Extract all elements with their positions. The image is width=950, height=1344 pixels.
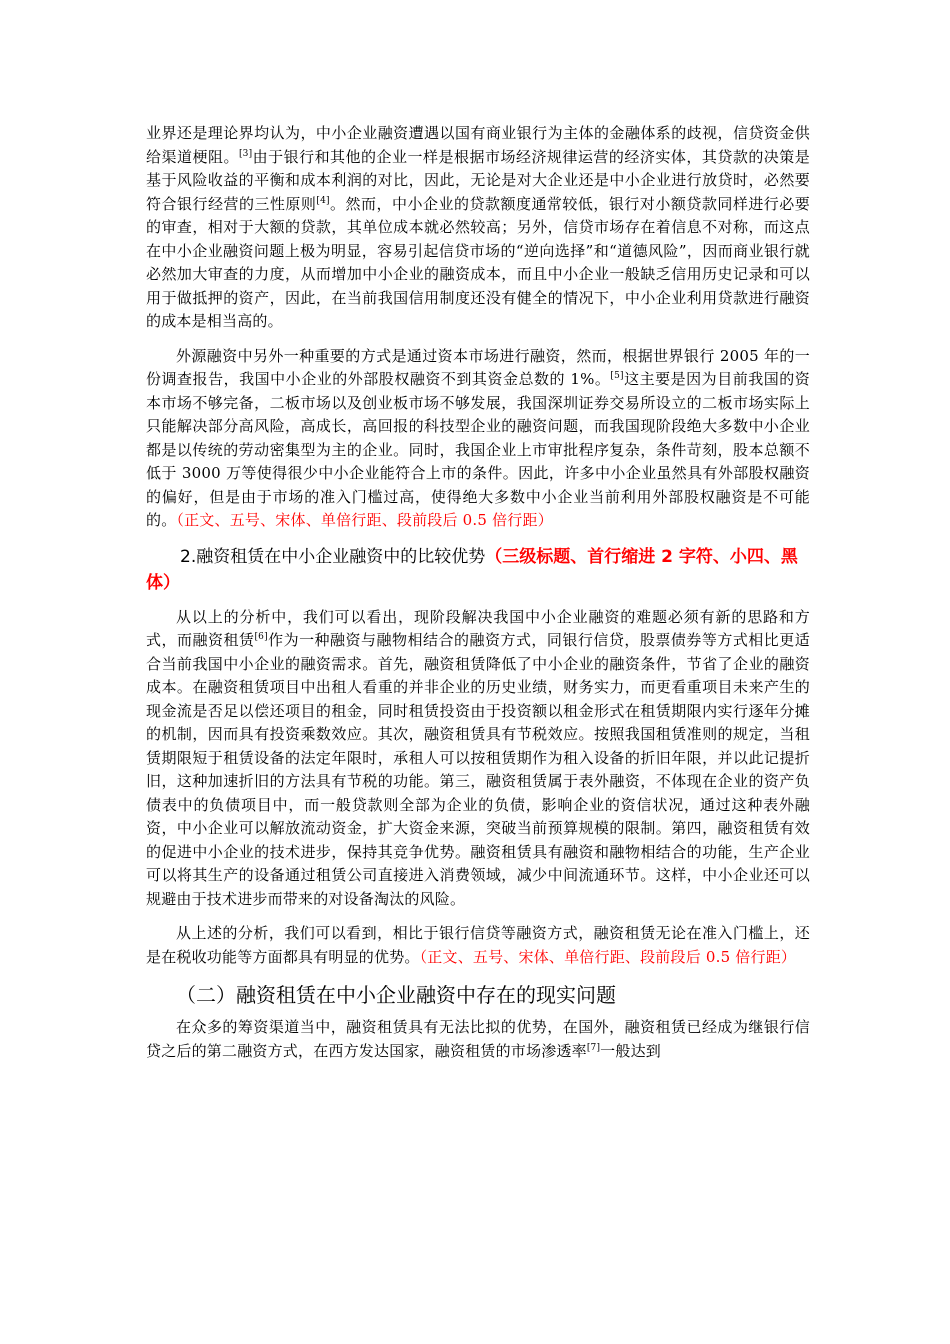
heading-text: （二）融资租赁在中小企业融资中存在的现实问题 — [176, 983, 616, 1007]
body-paragraph-1 — [146, 122, 810, 334]
body-paragraph-2 — [146, 345, 810, 533]
citation-ref: [4] — [316, 195, 330, 206]
text-run: 。然而，中小企业的贷款额度通常较低，银行对小额贷款同样进行必要的审查，相对于大额的贷款，其单位成本就必然较高；另外，信贷市场存在着信息不对称，而这点在中小企业融资问题上极为明显，容易引起信贷市场的“逆向选择”和“道德风险”，因而商业银行就必然加大审查的力度，从而增加中小企业的融资成本，而且中小企业一般缺乏信用历史记录和可以用于做抵押的资产，因此，在当前我国信用制度还没有健全的情况下，中小企业利用贷款进行融资的成本是相当高的。 — [146, 194, 810, 330]
text-run: 作为一种融资与融物相结合的融资方式，同银行信贷，股票债券等方式相比更适合当前我国中小企业的融资需求。首先，融资租赁降低了中小企业的融资条件，节省了企业的融资成本。在融资租赁项目中出租人看重的并非企业的历史业绩，财务实力，而更看重项目未来产生的现金流是否足以偿还项目的租金，同时租赁投资由于投资额以租金形式在租赁期限内实行逐年分摊的机制，因而具有投资乘数效应。其次，融资租赁具有节税效应。按照我国租赁准则的规定，当租赁期限短于租赁设备的法定年限时，承租人可以按租赁期作为租入设备的折旧年限，并以此记提折旧，这种加速折旧的方法具有节税的功能。第三，融资租赁属于表外融资，不体现在企业的资产负债表中的负债项目中，而一般贷款则全部为企业的负债，影响企业的资信状况，通过这种表外融资，中小企业可以解放流动资金，扩大资金来源，突破当前预算规模的限制。第四，融资租赁有效的促进中小企业的技术进步，保持其竞争优势。融资租赁具有融资和融物相结合的功能，生产企业可以将其生产的设备通过租赁公司直接进入消费领域，减少中间流通环节。这样，中小企业还可以规避由于技术进步而带来的对设备淘汰的风险。 — [146, 631, 810, 908]
body-paragraph-5 — [146, 1016, 810, 1063]
citation-ref: [6] — [254, 632, 268, 642]
format-note: （三级标题、首行缩进 2 字符、小四、黑体） — [146, 546, 798, 593]
text-run: 这主要是因为目前我国的资本市场不够完备，二板市场以及创业板市场不够发展，我国深圳证券交易所设立的二板市场实际上只能解决部分高风险，高成长，高回报的科技型企业的融资问题，而我国现阶段绝大多数中小企业都是以传统的劳动密集型为主的企业。同时，我国企业上市审批程序复杂，条件苛刻，股本总额不低于 3000 万等使得很少中小企业能符合上市的条件。因此，许多中小企业虽然具有外部股权融资的偏好，但是由于市场的准入门槛过高，使得绝大多数中小企业当前利用外部股权融资是不可能的。 — [146, 370, 810, 529]
citation-ref: [5] — [610, 371, 624, 381]
body-paragraph-4 — [146, 922, 810, 969]
document-page — [146, 122, 810, 1074]
citation-ref: [3] — [238, 148, 253, 159]
text-run: 从上述的分析，我们可以看到，相比于银行信贷等融资方式，融资租赁无论在准入门槛上，还是在税收功能等方面都具有明显的优势。 — [146, 924, 810, 966]
section-heading-level3 — [146, 544, 810, 596]
citation-ref: [7] — [586, 1042, 601, 1053]
body-paragraph-3 — [146, 606, 810, 912]
text-run: 从以上的分析中，我们可以看出，现阶段解决我国中小企业融资的难题必须有新的思路和方式，而融资租赁 — [146, 607, 810, 649]
text-run: 在众多的筹资渠道当中，融资租赁具有无法比拟的优势，在国外，融资租赁已经成为继银行信贷之后的第二融资方式，在西方发达国家，融资租赁的市场渗透率 — [146, 1018, 810, 1060]
text-run: 外源融资中另外一种重要的方式是通过资本市场进行融资，然而，根据世界银行 2005 年的一份调查报告，我国中小企业的外部股权融资不到其资金总数的 1%。 — [146, 346, 810, 388]
format-note: （正文、五号、宋体、单倍行距、段前段后 0.5 倍行距） — [419, 947, 797, 966]
heading-text: 2.融资租赁在中小企业融资中的比较优势 — [180, 546, 486, 567]
text-run: 由于银行和其他的企业一样是根据市场经济规律运营的经济实体，其贷款的决策是基于风险收益的平衡和成本利润的对比，因此，无论是对大企业还是中小企业进行放贷时，必然要符合银行经营的三性原则 — [146, 147, 810, 213]
text-run: 一般达到 — [600, 1041, 661, 1060]
text-run: 业界还是理论界均认为，中小企业融资遭遇以国有商业银行为主体的金融体系的歧视，信贷资金供给渠道梗阻。 — [146, 124, 810, 166]
format-note: （正文、五号、宋体、单倍行距、段前段后 0.5 倍行距） — [176, 511, 553, 529]
section-heading-level2 — [146, 980, 810, 1010]
